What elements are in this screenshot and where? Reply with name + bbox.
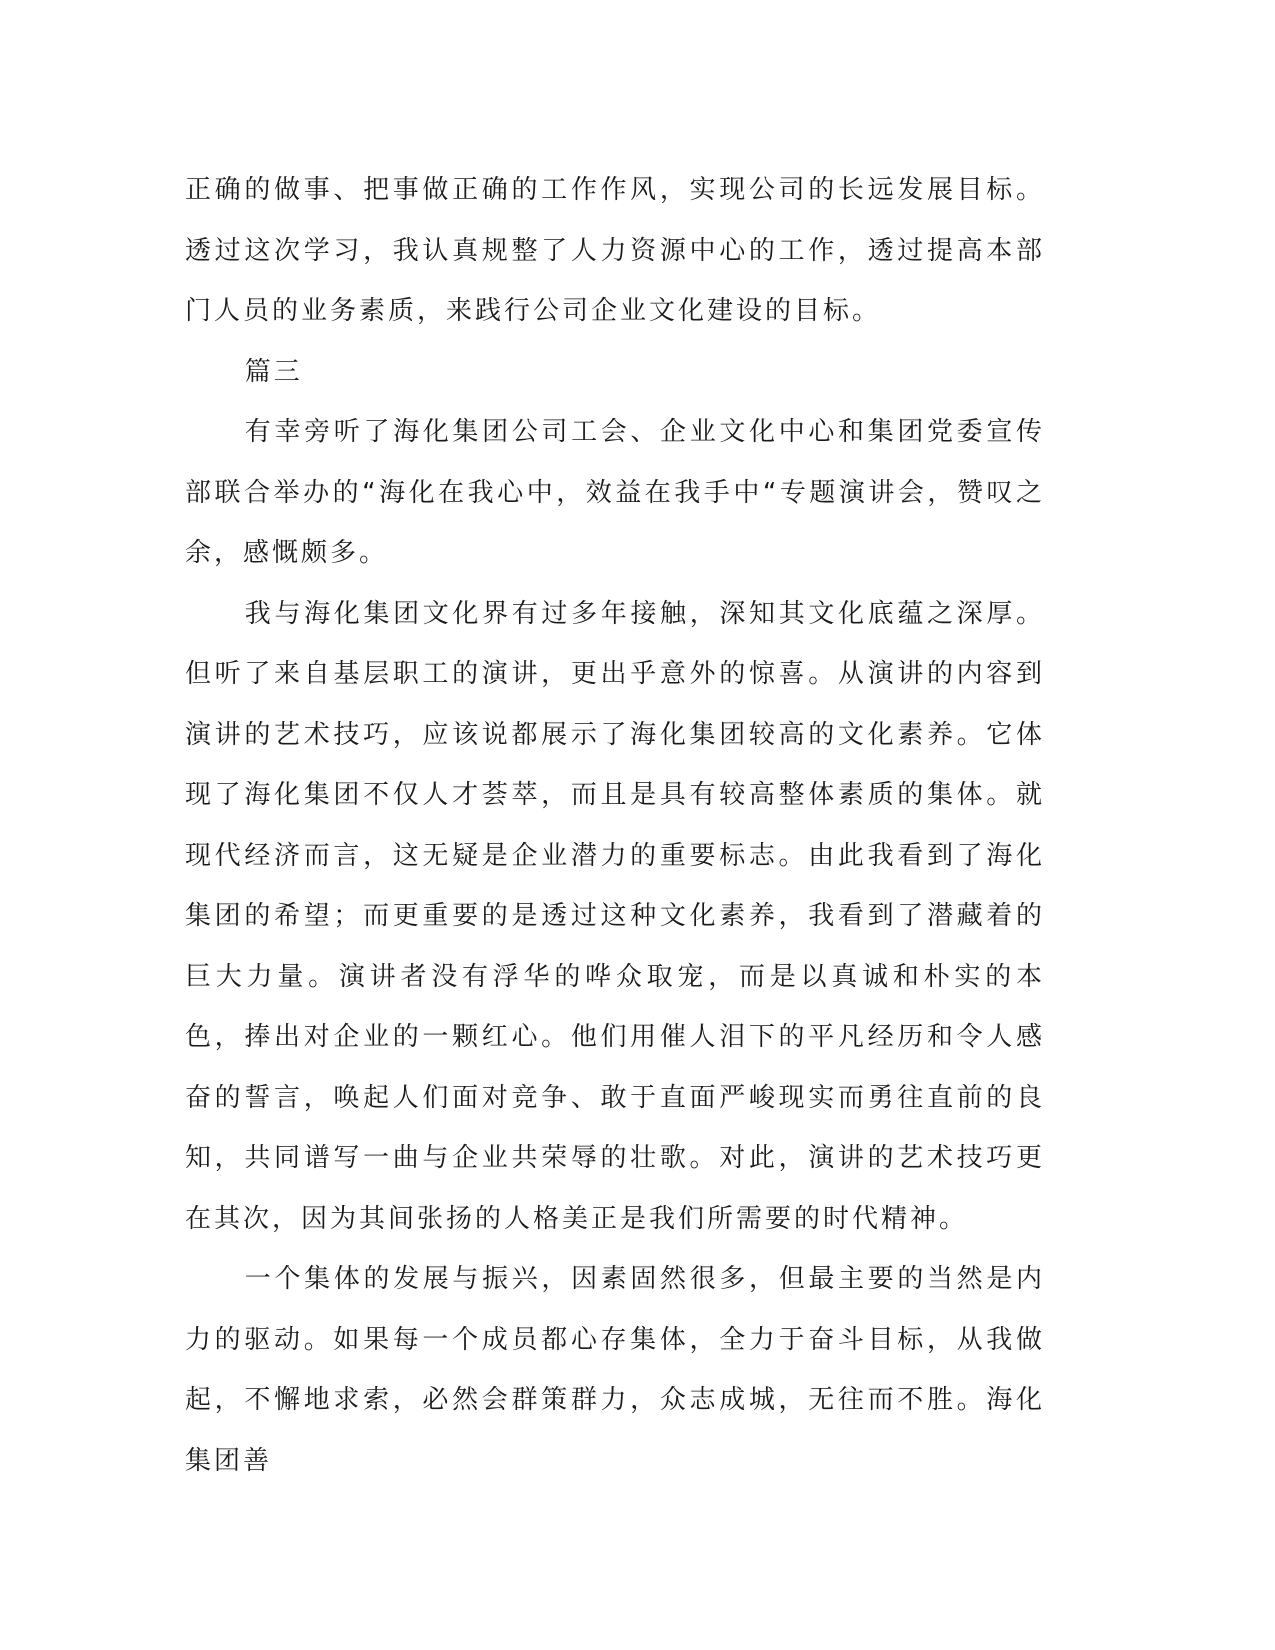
- document-body: [185, 160, 1045, 1491]
- paragraph-continuation: 正确的做事、把事做正确的工作作风，实现公司的长远发展目标。透过这次学习，我认真规整了人力资源中心的工作，透过提高本部门人员的业务素质，来践行公司企业文化建设的目标。: [185, 175, 1045, 326]
- paragraph-main: 我与海化集团文化界有过多年接触，深知其文化底蕴之深厚。但听了来自基层职工的演讲，更出乎意外的惊喜。从演讲的内容到演讲的艺术技巧，应该说都展示了海化集团较高的文化素养。它体现了海化集团不仅人才荟萃，而且是具有较高整体素质的集体。就现代经济而言，这无疑是企业潜力的重要标志。由此我看到了海化集团的希望；而更重要的是透过这种文化素养，我看到了潜藏着的巨大力量。演讲者没有浮华的哗众取宠，而是以真诚和朴实的本色，捧出对企业的一颗红心。他们用催人泪下的平凡经历和令人感奋的誓言，唤起人们面对竞争、敢于直面严峻现实而勇往直前的良知，共同谱写一曲与企业共荣辱的壮歌。对此，演讲的艺术技巧更在其次，因为其间张扬的人格美正是我们所需要的时代精神。: [185, 598, 1045, 1234]
- paragraph-intro: 有幸旁听了海化集团公司工会、企业文化中心和集团党委宣传部联合举办的“海化在我心中，效益在我手中“专题演讲会，赞叹之余，感慨颇多。: [185, 417, 1045, 568]
- section-heading: 篇三: [244, 356, 303, 387]
- paragraph-closing: 一个集体的发展与振兴，因素固然很多，但最主要的当然是内力的驱动。如果每一个成员都心存集体，全力于奋斗目标，从我做起，不懈地求索，必然会群策群力，众志成城，无往而不胜。海化集团善: [185, 1264, 1045, 1476]
